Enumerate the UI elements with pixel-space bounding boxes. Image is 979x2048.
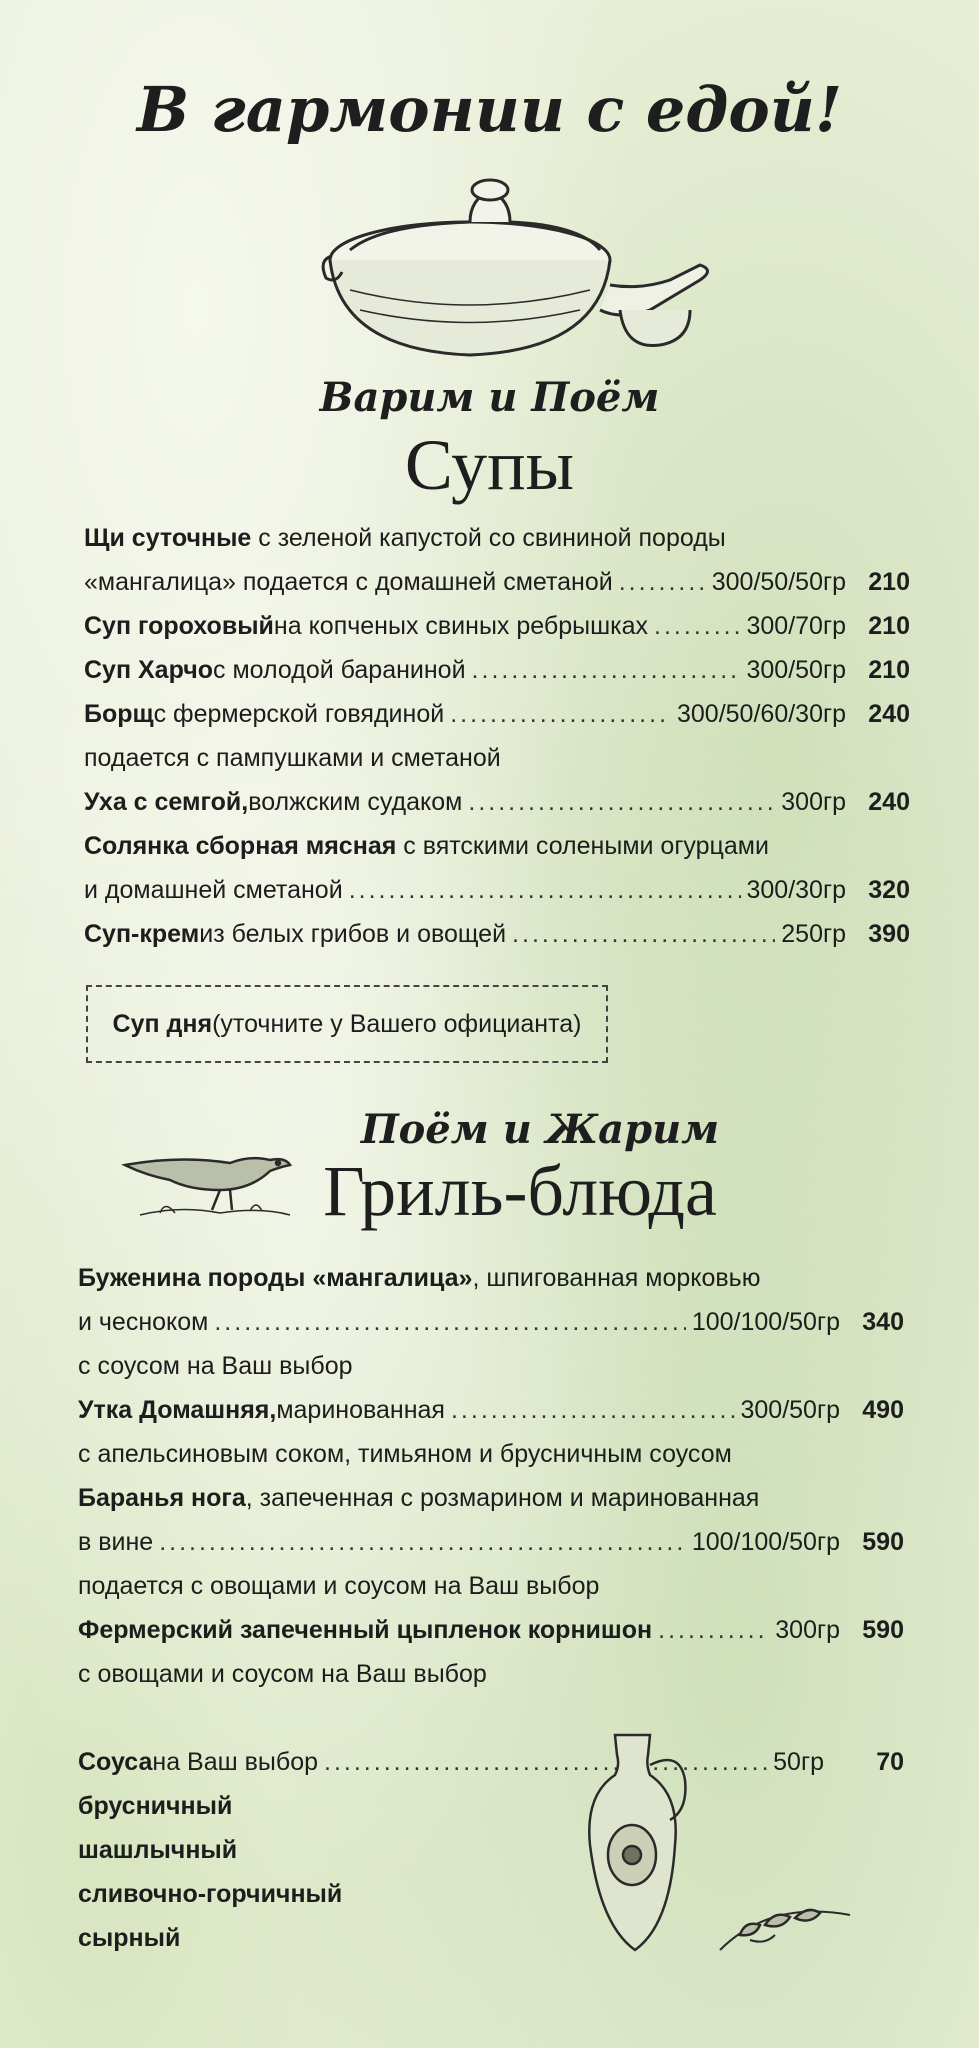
grill-item-4 <box>78 1610 904 1650</box>
grill-script-title: Поём и Жарим <box>360 1106 720 1153</box>
grill-item-name: Утка Домашняя, <box>78 1396 277 1424</box>
grill-item-desc: , запеченная с розмарином и маринованная <box>245 1484 760 1512</box>
grill-item-2 <box>78 1390 904 1430</box>
soup-item-price: 210 <box>868 568 910 596</box>
soup-item-name: Солянка сборная мясная <box>84 832 397 860</box>
soup-item-price: 240 <box>868 700 910 728</box>
grill-item-name: Баранья нога <box>78 1484 246 1512</box>
soup-item-4-note: подается с пампушками и сметаной <box>84 744 501 772</box>
grill-item-1-note: с соусом на Ваш выбор <box>78 1352 353 1380</box>
soup-item-desc: из белых грибов и овощей <box>199 920 507 948</box>
soup-item-price: 320 <box>868 876 910 904</box>
grill-item-desc: маринованная <box>276 1396 445 1424</box>
soup-item-1-line1 <box>84 518 726 558</box>
grill-item-price: 590 <box>862 1616 904 1644</box>
bird-illustration <box>120 1135 300 1225</box>
soup-item-desc: с фермерской говядиной <box>153 700 445 728</box>
soup-item-weight: 300/50/50гр <box>711 568 846 596</box>
grill-item-price: 490 <box>862 1396 904 1424</box>
grill-item-3-line2 <box>78 1522 904 1562</box>
sauce-price: 70 <box>876 1748 904 1776</box>
soup-item-weight: 300/50/60/30гр <box>677 700 846 728</box>
grill-item-weight: 300/50гр <box>740 1396 840 1424</box>
soup-item-name: Уха с семгой, <box>84 788 249 816</box>
soup-item-price: 210 <box>868 612 910 640</box>
grill-item-desc: , шпигованная морковью <box>472 1264 761 1292</box>
soup-item-name: Борщ <box>84 700 154 728</box>
soup-item-weight: 300/30гр <box>746 876 846 904</box>
sauce-option-1: брусничный <box>78 1792 233 1820</box>
grill-item-price: 590 <box>862 1528 904 1556</box>
grill-item-1-line2 <box>78 1302 904 1342</box>
soups-title: Супы <box>404 425 575 505</box>
pot-illustration <box>320 160 720 370</box>
sauce-weight: 50гр <box>773 1748 824 1776</box>
soup-item-weight: 300/70гр <box>746 612 846 640</box>
soup-item-6-line1 <box>84 826 769 866</box>
grill-item-desc: и чесноком <box>78 1308 209 1336</box>
sauce-option-4: сырный <box>78 1924 181 1952</box>
soups-script-title: Варим и Поём <box>319 374 660 421</box>
grill-item-4-note: с овощами и соусом на Ваш выбор <box>78 1660 487 1688</box>
soup-item-desc: с зеленой капустой со свининой породы <box>251 524 726 552</box>
soup-item-desc: волжским судаком <box>248 788 463 816</box>
grill-item-weight: 300гр <box>775 1616 840 1644</box>
soup-item-name: Щи суточные <box>84 524 252 552</box>
grill-item-weight: 100/100/50гр <box>691 1528 840 1556</box>
soup-of-day-name: Суп дня <box>112 1009 213 1038</box>
soup-item-price: 210 <box>868 656 910 684</box>
soup-item-desc: с вятскими солеными огурцами <box>396 832 769 860</box>
soup-item-7 <box>84 914 910 954</box>
soup-item-desc: с молодой бараниной <box>213 656 466 684</box>
soup-item-2 <box>84 606 910 646</box>
grill-item-desc: в вине <box>78 1528 154 1556</box>
grill-item-price: 340 <box>862 1308 904 1336</box>
sauce-option-2: шашлычный <box>78 1836 238 1864</box>
soup-item-name: Суп гороховый <box>84 612 274 640</box>
soup-item-weight: 250гр <box>781 920 846 948</box>
soup-item-desc: «мангалица» подается с домашней сметаной <box>84 568 613 596</box>
soup-item-weight: 300гр <box>781 788 846 816</box>
soup-item-3 <box>84 650 910 690</box>
sauce-name: Соуса <box>78 1748 153 1776</box>
soup-item-weight: 300/50гр <box>746 656 846 684</box>
soup-item-desc: и домашней сметаной <box>84 876 343 904</box>
soup-item-name: Суп-крем <box>84 920 200 948</box>
soup-item-price: 240 <box>868 788 910 816</box>
grill-item-name: Буженина породы «мангалица» <box>78 1264 473 1292</box>
soup-item-price: 390 <box>868 920 910 948</box>
menu-header-title: В гармонии с едой! <box>136 73 843 146</box>
soup-item-5 <box>84 782 910 822</box>
oil-bottle-illustration <box>570 1725 870 1965</box>
grill-item-1-line1 <box>78 1258 760 1298</box>
soup-item-desc: на копченых свиных ребрышках <box>273 612 649 640</box>
soup-item-4 <box>84 694 910 734</box>
sauce-desc: на Ваш выбор <box>152 1748 319 1776</box>
sauce-option-3: сливочно-горчичный <box>78 1880 343 1908</box>
soup-item-name: Суп Харчо <box>84 656 214 684</box>
grill-title: Гриль-блюда <box>323 1151 717 1231</box>
soup-item-1-line2 <box>84 562 910 602</box>
soup-of-day-box <box>86 985 608 1063</box>
grill-item-2-note: с апельсиновым соком, тимьяном и брусничным соусом <box>78 1440 732 1468</box>
soup-item-6-line2 <box>84 870 910 910</box>
grill-item-3-line1 <box>78 1478 759 1518</box>
grill-item-3-note: подается с овощами и соусом на Ваш выбор <box>78 1572 600 1600</box>
grill-item-name: Фермерский запеченный цыпленок корнишон <box>78 1616 653 1644</box>
grill-item-weight: 100/100/50гр <box>691 1308 840 1336</box>
soup-of-day-desc: (уточните у Вашего официанта) <box>212 1009 582 1038</box>
